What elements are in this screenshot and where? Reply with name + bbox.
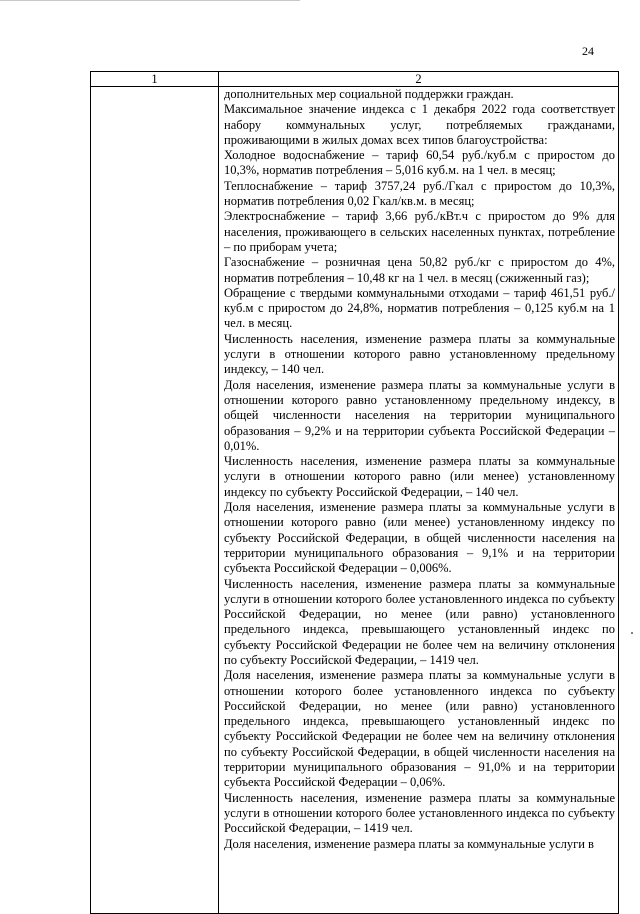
paragraph-share-truncated: Доля населения, изменение размера платы за коммунальные услуги в (224, 836, 594, 851)
content-cell (219, 87, 619, 914)
column-header-2: 2 (219, 72, 619, 87)
paragraph-continuation: дополнительных мер социальной поддержки граждан. (224, 87, 514, 101)
paragraph-share-above-index: Доля населения, изменение размера платы за коммунальные услуги в отношении которого более установленного индекса по субъекту Российской Федерации, но менее (или равно) установленного предельного индекса, превышающего установленный индекс по субъекту Российской Федерации не более чем на величину отклонения по субъекту Российской Федерации, в общей численности населения на территории муниципального образования – 91,0% и на территории субъекта Российской Федерации – 0,06%. (224, 668, 615, 790)
table-header-row (91, 72, 619, 87)
content-text (219, 87, 618, 852)
paragraph-cold-water: Холодное водоснабжение – тариф 60,54 руб./куб.м с приростом до 10,3%, норматив потребления – 5,016 куб.м. на 1 чел. в месяц; (224, 148, 615, 178)
paragraph-population-above-index: Численность населения, изменение размера платы за коммунальные услуги в отношении которого более установленного индекса по субъекту Российской Федерации, но менее (или равно) установленного предельного индекса, превышающего установленный индекс по субъекту Российской Федерации не более чем на величину отклонения по субъекту Российской Федерации, – 1419 чел. (224, 576, 615, 667)
paragraph-share-below-index: Доля населения, изменение размера платы за коммунальные услуги в отношении которого равно (или менее) установленному индексу по субъекту Российской Федерации, в общей численности населения на территории муниципального образования – 9,1% и на территории субъекта Российской Федерации – 0,006%. (224, 500, 615, 576)
paragraph-population-equal-limit: Численность населения, изменение размера платы за коммунальные услуги в отношении которого равно установленному предельному индексу, – 140 чел. (224, 331, 615, 377)
column-header-1: 1 (91, 72, 219, 87)
document-table (90, 71, 619, 914)
paragraph-heating: Теплоснабжение – тариф 3757,24 руб./Гкал с приростом до 10,3%, норматив потребления 0,02 Гкал/кв.м. в месяц; (224, 178, 615, 209)
scan-speck (631, 632, 633, 634)
paragraph-waste: Обращение с твердыми коммунальными отходами – тариф 461,51 руб./куб.м с приростом до 24,8%, норматив потребления – 0,125 куб.м на 1 чел. в месяц. (224, 285, 615, 331)
left-empty-cell (91, 87, 219, 914)
paragraph-max-index: Максимальное значение индекса с 1 декабря 2022 года соответствует набору коммунальных услуг, потребляемых гражданами, проживающими в жилых домах всех типов благоустройства: (224, 102, 615, 147)
page-number: 24 (582, 44, 594, 58)
paragraph-gas: Газоснабжение – розничная цена 50,82 руб./кг с приростом до 4%, норматив потребления – 10,48 кг на 1 чел. в месяц (сжиженный газ); (224, 255, 615, 285)
scan-edge-rule (0, 0, 300, 1)
paragraph-share-equal-limit: Доля населения, изменение размера платы за коммунальные услуги в отношении которого равно установленному предельному индексу, в общей численности населения на территории муниципального образования – 9,2% и на территории субъекта Российской Федерации – 0,01%. (224, 377, 615, 453)
paragraph-population-below-index: Численность населения, изменение размера платы за коммунальные услуги в отношении которого равно (или менее) установленному индексу по субъекту Российской Федерации, – 140 чел. (224, 454, 615, 499)
paragraph-population-more-index: Численность населения, изменение размера платы за коммунальные услуги в отношении которого более установленного индекса по субъекту Российской Федерации, – 1419 чел. (224, 790, 615, 836)
table-body-row (91, 87, 619, 914)
paragraph-electricity: Электроснабжение – тариф 3,66 руб./кВт.ч с приростом до 9% для населения, проживающего в сельских населенных пунктах, потребление – по приборам учета; (224, 209, 615, 254)
